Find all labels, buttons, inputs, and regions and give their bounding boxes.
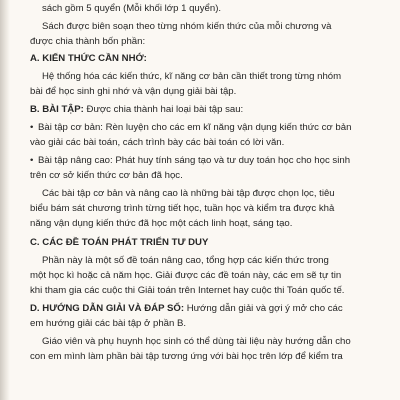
section-d-intro: Hướng dẫn giải và gợi ý mở cho các bbox=[184, 303, 343, 314]
bullet-item-advanced-cont: trên cơ sở kiến thức cơ bản đã học. bbox=[30, 170, 183, 181]
section-a-line: Hệ thống hóa các kiến thức, kĩ năng cơ bản cần thiết trong từng nhóm bbox=[42, 71, 342, 82]
intro-tail-line: sách gồm 5 quyển (Mỗi khối lớp 1 quyển). bbox=[42, 3, 222, 14]
section-d-line: em hướng giải các bài tập ở phần B. bbox=[30, 318, 187, 329]
intro-paragraph-line: Sách được biên soạn theo từng nhóm kiến thức của mỗi chương và bbox=[42, 21, 332, 32]
section-b-paragraph-line: biểu bám sát chương trình từng tiết học, tuần học và kiểm tra được khả bbox=[30, 203, 335, 214]
section-c-title: C. CÁC ĐỀ TOÁN PHÁT TRIỂN TƯ DUY bbox=[30, 237, 209, 248]
section-c-line: Phần này là một số đề toán nâng cao, tổng hợp các kiến thức trong bbox=[42, 255, 329, 266]
section-c-line: một học kì hoặc cả năm học. Giải được các đề toán này, các em sẽ tự tin bbox=[30, 270, 342, 281]
bullet-text: Bài tập nâng cao: Phát huy tính sáng tạo và tư duy toán học cho học sinh bbox=[38, 155, 351, 166]
bullet-item-basic-cont: vào giải các bài toán, cách trình bày các bài toán có lời văn. bbox=[30, 137, 285, 148]
bullet-icon: • bbox=[30, 122, 34, 133]
page-binding-shadow bbox=[0, 0, 10, 400]
bullet-icon: • bbox=[30, 155, 34, 166]
section-a-line: bài để học sinh ghi nhớ và vận dụng giải bài tập. bbox=[30, 86, 237, 97]
section-b-paragraph-line: năng vận dụng kiến thức đã học một cách linh hoạt, sáng tạo. bbox=[30, 218, 293, 229]
section-c-line: khi tham gia các cuộc thi Giải toán trên Internet hay cuộc thi Toán quốc tế. bbox=[30, 285, 345, 296]
bullet-item-basic bbox=[30, 120, 396, 135]
section-a-title: A. KIẾN THỨC CẦN NHỚ: bbox=[30, 53, 147, 64]
intro-paragraph-line: được chia thành bốn phần: bbox=[30, 36, 146, 47]
page-text bbox=[30, 0, 396, 364]
section-d-title: D. HƯỚNG DẪN GIẢI VÀ ĐÁP SỐ: bbox=[30, 303, 185, 314]
section-d-heading bbox=[30, 301, 396, 316]
section-b-heading bbox=[30, 102, 396, 117]
final-paragraph-line: Giáo viên và phụ huynh học sinh có thể dùng tài liệu này hướng dẫn cho bbox=[42, 336, 351, 347]
final-paragraph-line: con em mình làm phần bài tập tương ứng với bài học trên lớp để kiểm tra bbox=[30, 351, 343, 362]
section-b-title: B. BÀI TẬP: bbox=[30, 104, 84, 115]
bullet-text: Bài tập cơ bản: Rèn luyện cho các em kĩ năng vận dụng kiến thức cơ bản bbox=[38, 122, 352, 133]
bullet-item-advanced bbox=[30, 153, 396, 168]
section-b-intro: Được chia thành hai loại bài tập sau: bbox=[83, 104, 244, 115]
section-b-paragraph-line: Các bài tập cơ bản và nâng cao là những bài tập được chọn lọc, tiêu bbox=[42, 188, 335, 199]
